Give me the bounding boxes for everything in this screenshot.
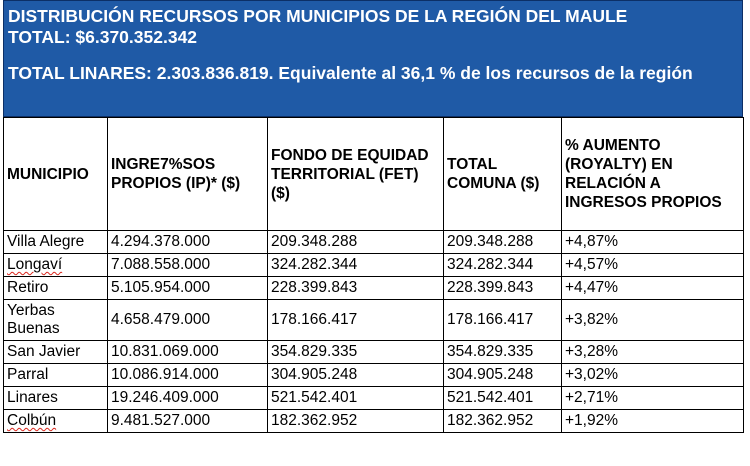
cell-total-comuna: 209.348.288 — [444, 231, 562, 254]
cell-aumento: +3,28% — [562, 341, 744, 364]
table-row — [4, 341, 744, 364]
spellcheck-underlined-text: Colbún — [7, 412, 57, 429]
table-row — [4, 387, 744, 410]
cell-fet: 354.829.335 — [268, 341, 444, 364]
cell-fet: 304.905.248 — [268, 364, 444, 387]
cell-aumento: +3,82% — [562, 300, 744, 341]
table-row — [4, 254, 744, 277]
cell-total-comuna: 182.362.952 — [444, 410, 562, 433]
cell-aumento: +4,87% — [562, 231, 744, 254]
cell-aumento: +3,02% — [562, 364, 744, 387]
cell-total-comuna: 521.542.401 — [444, 387, 562, 410]
table-row — [4, 231, 744, 254]
col-header-ingresos-propios: INGRE7%SOS PROPIOS (IP)* ($) — [108, 118, 268, 231]
distribution-table — [3, 117, 744, 433]
cell-aumento: +4,47% — [562, 277, 744, 300]
cell-fet: 324.282.344 — [268, 254, 444, 277]
regional-total: TOTAL: $6.370.352.342 — [8, 27, 198, 47]
col-header-municipio: MUNICIPIO — [4, 118, 108, 231]
cell-municipio — [4, 410, 108, 433]
table-header-row — [4, 118, 744, 231]
cell-ingresos-propios: 5.105.954.000 — [108, 277, 268, 300]
document — [3, 0, 743, 433]
cell-ingresos-propios: 19.246.409.000 — [108, 387, 268, 410]
cell-fet: 521.542.401 — [268, 387, 444, 410]
cell-municipio: Linares — [4, 387, 108, 410]
cell-municipio: Retiro — [4, 277, 108, 300]
table-row — [4, 300, 744, 341]
cell-municipio — [4, 254, 108, 277]
cell-ingresos-propios: 7.088.558.000 — [108, 254, 268, 277]
cell-total-comuna: 178.166.417 — [444, 300, 562, 341]
table-row — [4, 410, 744, 433]
col-header-fet: FONDO DE EQUIDAD TERRITORIAL (FET) ($) — [268, 118, 444, 231]
cell-ingresos-propios: 10.086.914.000 — [108, 364, 268, 387]
col-header-aumento: % AUMENTO (ROYALTY) EN RELACIÓN A INGRESOS PROPIOS — [562, 118, 744, 231]
cell-total-comuna: 324.282.344 — [444, 254, 562, 277]
table-row — [4, 364, 744, 387]
cell-ingresos-propios: 4.294.378.000 — [108, 231, 268, 254]
cell-fet: 178.166.417 — [268, 300, 444, 341]
cell-aumento: +4,57% — [562, 254, 744, 277]
cell-aumento: +1,92% — [562, 410, 744, 433]
cell-total-comuna: 304.905.248 — [444, 364, 562, 387]
table-row — [4, 277, 744, 300]
linares-summary: TOTAL LINARES: 2.303.836.819. Equivalente al 36,1 % de los recursos de la región — [8, 63, 693, 83]
spellcheck-underlined-text: Longaví — [7, 256, 63, 273]
cell-municipio: Parral — [4, 364, 108, 387]
cell-ingresos-propios: 9.481.527.000 — [108, 410, 268, 433]
cell-fet: 209.348.288 — [268, 231, 444, 254]
cell-total-comuna: 228.399.843 — [444, 277, 562, 300]
cell-municipio: Villa Alegre — [4, 231, 108, 254]
cell-ingresos-propios: 4.658.479.000 — [108, 300, 268, 341]
cell-fet: 182.362.952 — [268, 410, 444, 433]
cell-municipio: Yerbas Buenas — [4, 300, 108, 341]
cell-municipio: San Javier — [4, 341, 108, 364]
cell-total-comuna: 354.829.335 — [444, 341, 562, 364]
document-title: DISTRIBUCIÓN RECURSOS POR MUNICIPIOS DE LA REGIÓN DEL MAULE — [8, 6, 628, 26]
col-header-total-comuna: TOTAL COMUNA ($) — [444, 118, 562, 231]
banner-spacer — [8, 48, 738, 63]
cell-ingresos-propios: 10.831.069.000 — [108, 341, 268, 364]
cell-fet: 228.399.843 — [268, 277, 444, 300]
header-banner — [3, 0, 743, 117]
cell-aumento: +2,71% — [562, 387, 744, 410]
